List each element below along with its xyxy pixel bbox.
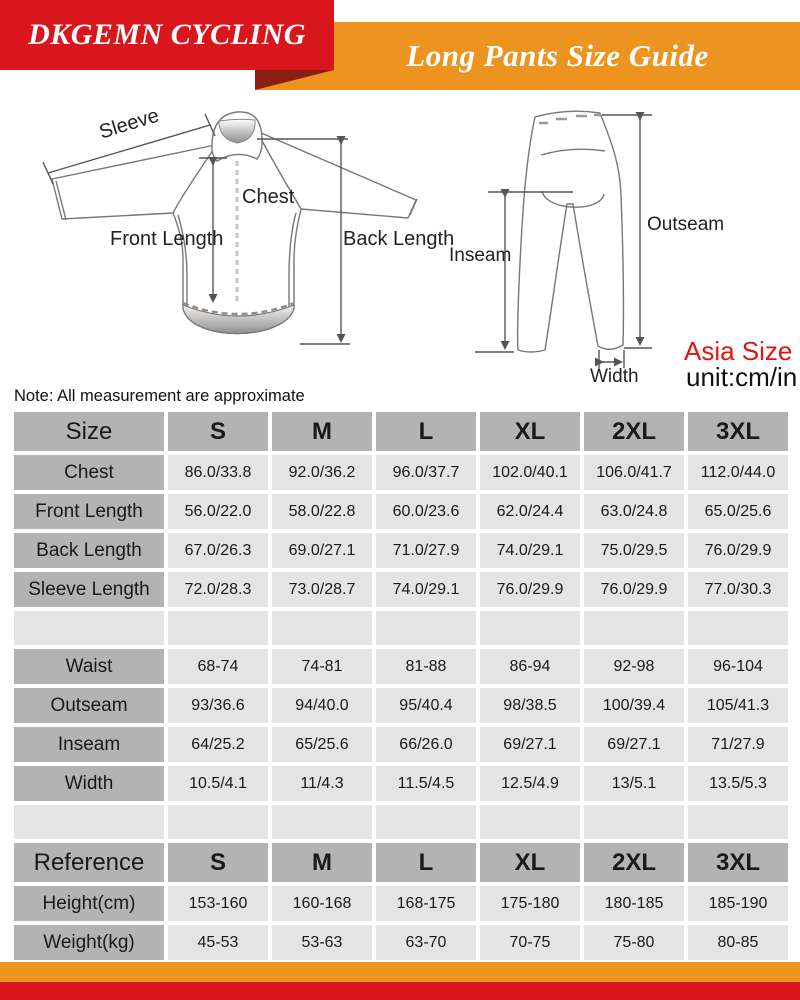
row-value: 93/36.6 (168, 688, 268, 723)
footer-orange-bar (0, 962, 800, 982)
row-value: 70-75 (480, 925, 580, 960)
inseam-label: Inseam (449, 245, 512, 266)
row-value (480, 805, 580, 839)
row-label: Size (14, 412, 164, 451)
row-value: 75.0/29.5 (584, 533, 684, 568)
row-value: 71/27.9 (688, 727, 788, 762)
size-table (14, 412, 788, 964)
row-value: 65.0/25.6 (688, 494, 788, 529)
row-label: Sleeve Length (14, 572, 164, 607)
row-label: Chest (14, 455, 164, 490)
row-value: 53-63 (272, 925, 372, 960)
row-value: 75-80 (584, 925, 684, 960)
row-value: 66/26.0 (376, 727, 476, 762)
row-value: 69.0/27.1 (272, 533, 372, 568)
row-value: S (168, 412, 268, 451)
page-title: Long Pants Size Guide (406, 38, 709, 73)
row-value (168, 805, 268, 839)
row-value: XL (480, 412, 580, 451)
row-value: 69/27.1 (584, 727, 684, 762)
row-value: 76.0/29.9 (688, 533, 788, 568)
row-value: 95/40.4 (376, 688, 476, 723)
row-value: 86.0/33.8 (168, 455, 268, 490)
table-row (14, 533, 788, 568)
row-value: 185-190 (688, 886, 788, 921)
row-label: Outseam (14, 688, 164, 723)
row-value: 72.0/28.3 (168, 572, 268, 607)
table-row (14, 572, 788, 607)
row-value: 2XL (584, 412, 684, 451)
row-value: 94/40.0 (272, 688, 372, 723)
row-value: 100/39.4 (584, 688, 684, 723)
row-value: 71.0/27.9 (376, 533, 476, 568)
measurement-note: Note: All measurement are approximate (14, 387, 305, 405)
row-value: 106.0/41.7 (584, 455, 684, 490)
row-value: 62.0/24.4 (480, 494, 580, 529)
row-value: 13.5/5.3 (688, 766, 788, 801)
row-value (584, 611, 684, 645)
row-value: 69/27.1 (480, 727, 580, 762)
pants-outline (518, 111, 624, 352)
row-value: 74-81 (272, 649, 372, 684)
row-value: 81-88 (376, 649, 476, 684)
row-value: 76.0/29.9 (584, 572, 684, 607)
row-value: 73.0/28.7 (272, 572, 372, 607)
front-length-label: Front Length (110, 228, 224, 250)
table-row (14, 727, 788, 762)
row-value (688, 805, 788, 839)
row-value: 68-74 (168, 649, 268, 684)
row-value: 86-94 (480, 649, 580, 684)
row-label: Waist (14, 649, 164, 684)
row-label: Width (14, 766, 164, 801)
back-length-label: Back Length (343, 228, 455, 250)
row-value: 65/25.6 (272, 727, 372, 762)
row-value: 76.0/29.9 (480, 572, 580, 607)
row-value: 92.0/36.2 (272, 455, 372, 490)
width-label: Width (590, 366, 639, 387)
row-value: 45-53 (168, 925, 268, 960)
row-value: 168-175 (376, 886, 476, 921)
row-value (376, 805, 476, 839)
asia-size-label: Asia Size (684, 336, 793, 366)
row-value (168, 611, 268, 645)
row-label: Weight(kg) (14, 925, 164, 960)
table-row (14, 688, 788, 723)
row-value: 13/5.1 (584, 766, 684, 801)
row-value: M (272, 412, 372, 451)
row-value (272, 611, 372, 645)
table-row (14, 843, 788, 882)
table-row (14, 455, 788, 490)
row-label: Front Length (14, 494, 164, 529)
row-value: 96.0/37.7 (376, 455, 476, 490)
row-value: 63.0/24.8 (584, 494, 684, 529)
row-value: M (272, 843, 372, 882)
row-value: 2XL (584, 843, 684, 882)
row-label: Height(cm) (14, 886, 164, 921)
row-value (272, 805, 372, 839)
table-row (14, 494, 788, 529)
row-value (688, 611, 788, 645)
row-value: 77.0/30.3 (688, 572, 788, 607)
row-value: 56.0/22.0 (168, 494, 268, 529)
row-value: 92-98 (584, 649, 684, 684)
table-row (14, 649, 788, 684)
table-row (14, 766, 788, 801)
table-row (14, 805, 788, 839)
row-value (480, 611, 580, 645)
row-value: 180-185 (584, 886, 684, 921)
chest-label: Chest (242, 186, 295, 208)
row-value: 60.0/23.6 (376, 494, 476, 529)
row-value: 105/41.3 (688, 688, 788, 723)
row-label: Inseam (14, 727, 164, 762)
row-value: 58.0/22.8 (272, 494, 372, 529)
outseam-label: Outseam (647, 214, 725, 235)
row-value (584, 805, 684, 839)
row-label: Reference (14, 843, 164, 882)
row-value: 3XL (688, 412, 788, 451)
table-row (14, 886, 788, 921)
row-value: 3XL (688, 843, 788, 882)
row-value: 63-70 (376, 925, 476, 960)
table-row (14, 611, 788, 645)
row-value: 96-104 (688, 649, 788, 684)
footer-red-bar (0, 982, 800, 1000)
row-value: L (376, 412, 476, 451)
row-value: 175-180 (480, 886, 580, 921)
row-label: Back Length (14, 533, 164, 568)
row-value: 12.5/4.9 (480, 766, 580, 801)
row-value: 67.0/26.3 (168, 533, 268, 568)
brand-banner (0, 0, 334, 70)
row-label (14, 611, 164, 645)
row-value (376, 611, 476, 645)
table-row (14, 412, 788, 451)
row-value: 10.5/4.1 (168, 766, 268, 801)
unit-label: unit:cm/in (686, 362, 798, 392)
row-value: S (168, 843, 268, 882)
row-value: 102.0/40.1 (480, 455, 580, 490)
row-value: 98/38.5 (480, 688, 580, 723)
row-value: 74.0/29.1 (376, 572, 476, 607)
row-value: XL (480, 843, 580, 882)
row-value: 153-160 (168, 886, 268, 921)
brand-name: DKGEMN CYCLING (28, 18, 306, 51)
sleeve-label: Sleeve (96, 104, 162, 144)
row-value: 11/4.3 (272, 766, 372, 801)
row-value: 74.0/29.1 (480, 533, 580, 568)
row-value: 11.5/4.5 (376, 766, 476, 801)
row-value: 112.0/44.0 (688, 455, 788, 490)
row-value: 64/25.2 (168, 727, 268, 762)
row-label (14, 805, 164, 839)
row-value: L (376, 843, 476, 882)
table-row (14, 925, 788, 960)
row-value: 80-85 (688, 925, 788, 960)
row-value: 160-168 (272, 886, 372, 921)
title-banner (255, 22, 800, 90)
